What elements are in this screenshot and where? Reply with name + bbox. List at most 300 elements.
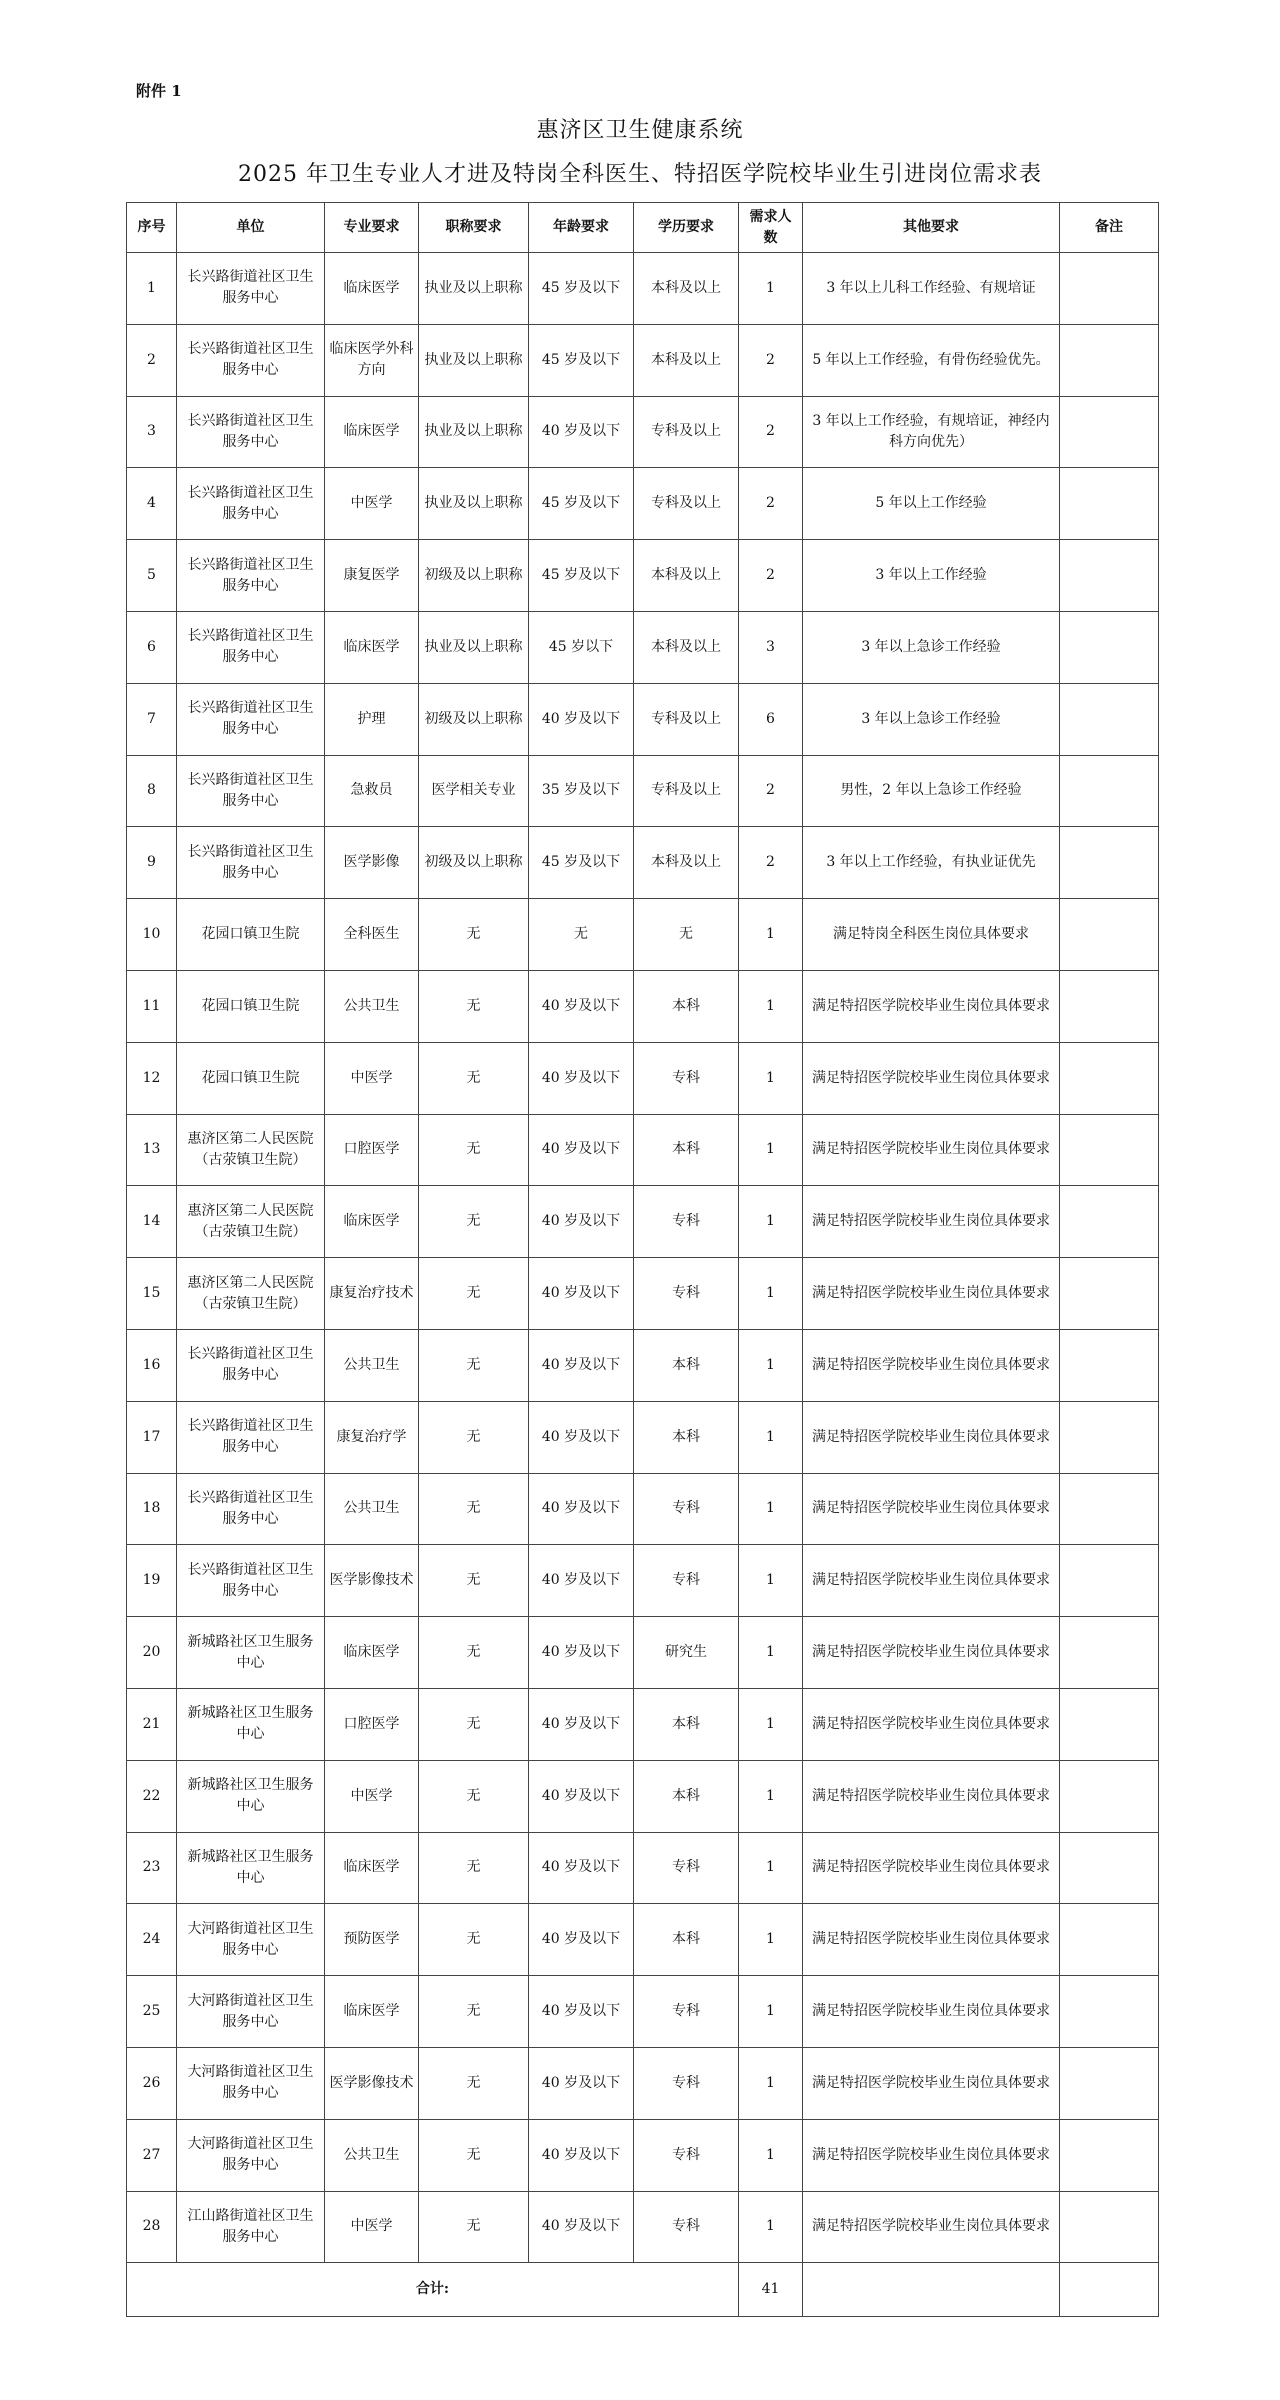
cell-age: 40 岁及以下: [529, 1760, 634, 1832]
table-row: [127, 2119, 1159, 2191]
table-row: [127, 1473, 1159, 1545]
cell-major: 急救员: [325, 755, 419, 827]
cell-education: 专科及以上: [634, 468, 739, 540]
cell-index: 25: [127, 1976, 177, 2048]
cell-title-req: 无: [419, 1186, 529, 1258]
cell-other: 满足特招医学院校毕业生岗位具体要求: [803, 1186, 1060, 1258]
cell-education: 专科及以上: [634, 755, 739, 827]
cell-education: 本科: [634, 1760, 739, 1832]
table-row: [127, 611, 1159, 683]
cell-index: 4: [127, 468, 177, 540]
cell-title-req: 无: [419, 2191, 529, 2263]
cell-index: 13: [127, 1114, 177, 1186]
cell-major: 临床医学: [325, 1976, 419, 2048]
cell-major: 全科医生: [325, 899, 419, 971]
cell-age: 40 岁及以下: [529, 1904, 634, 1976]
cell-unit: 长兴路街道社区卫生服务中心: [177, 1329, 325, 1401]
cell-age: 无: [529, 899, 634, 971]
table-row: [127, 899, 1159, 971]
cell-index: 16: [127, 1329, 177, 1401]
cell-major: 公共卫生: [325, 1329, 419, 1401]
cell-index: 24: [127, 1904, 177, 1976]
cell-unit: 大河路街道社区卫生服务中心: [177, 2119, 325, 2191]
cell-index: 26: [127, 2047, 177, 2119]
cell-title-req: 无: [419, 2119, 529, 2191]
cell-count: 1: [739, 1688, 803, 1760]
cell-other: 满足特招医学院校毕业生岗位具体要求: [803, 1042, 1060, 1114]
cell-age: 40 岁及以下: [529, 1473, 634, 1545]
table-row: [127, 324, 1159, 396]
cell-index: 10: [127, 899, 177, 971]
table-row: [127, 1186, 1159, 1258]
table-row: [127, 970, 1159, 1042]
cell-major: 中医学: [325, 1760, 419, 1832]
cell-other: 满足特招医学院校毕业生岗位具体要求: [803, 1832, 1060, 1904]
cell-age: 45 岁及以下: [529, 324, 634, 396]
position-demand-table: [126, 202, 1159, 2317]
header-education: 学历要求: [634, 203, 739, 253]
total-label: 合计:: [127, 2263, 739, 2317]
cell-major: 康复治疗技术: [325, 1258, 419, 1330]
cell-unit: 新城路社区卫生服务中心: [177, 1617, 325, 1689]
header-other: 其他要求: [803, 203, 1060, 253]
cell-remark: [1060, 1760, 1159, 1832]
cell-age: 40 岁及以下: [529, 1186, 634, 1258]
table-row: [127, 1760, 1159, 1832]
cell-unit: 长兴路街道社区卫生服务中心: [177, 1401, 325, 1473]
cell-title-req: 执业及以上职称: [419, 611, 529, 683]
cell-unit: 长兴路街道社区卫生服务中心: [177, 827, 325, 899]
cell-remark: [1060, 540, 1159, 612]
cell-other: 满足特招医学院校毕业生岗位具体要求: [803, 1904, 1060, 1976]
cell-title-req: 执业及以上职称: [419, 324, 529, 396]
table-row: [127, 253, 1159, 325]
cell-unit: 长兴路街道社区卫生服务中心: [177, 611, 325, 683]
cell-major: 公共卫生: [325, 2119, 419, 2191]
cell-count: 1: [739, 1329, 803, 1401]
cell-education: 本科: [634, 1114, 739, 1186]
cell-title-req: 无: [419, 1545, 529, 1617]
cell-remark: [1060, 1688, 1159, 1760]
cell-index: 8: [127, 755, 177, 827]
total-value: 41: [739, 2263, 803, 2317]
cell-remark: [1060, 755, 1159, 827]
cell-title-req: 无: [419, 1258, 529, 1330]
cell-remark: [1060, 899, 1159, 971]
cell-index: 3: [127, 396, 177, 468]
cell-education: 专科及以上: [634, 396, 739, 468]
cell-count: 1: [739, 1617, 803, 1689]
cell-unit: 长兴路街道社区卫生服务中心: [177, 324, 325, 396]
table-row: [127, 540, 1159, 612]
cell-education: 本科及以上: [634, 253, 739, 325]
cell-unit: 花园口镇卫生院: [177, 970, 325, 1042]
table-row: [127, 1114, 1159, 1186]
cell-count: 1: [739, 1545, 803, 1617]
cell-unit: 长兴路街道社区卫生服务中心: [177, 253, 325, 325]
cell-major: 临床医学: [325, 253, 419, 325]
cell-major: 护理: [325, 683, 419, 755]
cell-index: 20: [127, 1617, 177, 1689]
cell-unit: 惠济区第二人民医院（古荥镇卫生院）: [177, 1114, 325, 1186]
cell-index: 6: [127, 611, 177, 683]
cell-remark: [1060, 970, 1159, 1042]
cell-major: 临床医学: [325, 1617, 419, 1689]
cell-major: 医学影像: [325, 827, 419, 899]
cell-education: 专科: [634, 1473, 739, 1545]
cell-count: 2: [739, 396, 803, 468]
table-row: [127, 1832, 1159, 1904]
cell-education: 本科: [634, 1904, 739, 1976]
cell-remark: [1060, 1401, 1159, 1473]
cell-major: 康复医学: [325, 540, 419, 612]
cell-education: 专科: [634, 1186, 739, 1258]
cell-remark: [1060, 1832, 1159, 1904]
cell-index: 11: [127, 970, 177, 1042]
cell-title-req: 无: [419, 1401, 529, 1473]
cell-other: 5 年以上工作经验: [803, 468, 1060, 540]
cell-index: 1: [127, 253, 177, 325]
cell-count: 1: [739, 1904, 803, 1976]
cell-major: 临床医学外科方向: [325, 324, 419, 396]
cell-title-req: 执业及以上职称: [419, 253, 529, 325]
cell-title-req: 无: [419, 899, 529, 971]
cell-count: 3: [739, 611, 803, 683]
cell-count: 2: [739, 755, 803, 827]
cell-age: 40 岁及以下: [529, 970, 634, 1042]
attachment-label: 附件 1: [136, 82, 182, 100]
table-row: [127, 396, 1159, 468]
cell-remark: [1060, 324, 1159, 396]
cell-remark: [1060, 253, 1159, 325]
cell-remark: [1060, 2191, 1159, 2263]
cell-remark: [1060, 1329, 1159, 1401]
cell-other: 满足特招医学院校毕业生岗位具体要求: [803, 1760, 1060, 1832]
cell-unit: 新城路社区卫生服务中心: [177, 1832, 325, 1904]
cell-major: 公共卫生: [325, 970, 419, 1042]
cell-index: 19: [127, 1545, 177, 1617]
cell-major: 康复治疗学: [325, 1401, 419, 1473]
cell-title-req: 无: [419, 1114, 529, 1186]
cell-age: 40 岁及以下: [529, 2119, 634, 2191]
cell-unit: 长兴路街道社区卫生服务中心: [177, 1473, 325, 1545]
cell-age: 40 岁及以下: [529, 683, 634, 755]
cell-other: 5 年以上工作经验，有骨伤经验优先。: [803, 324, 1060, 396]
cell-age: 40 岁及以下: [529, 2191, 634, 2263]
cell-major: 口腔医学: [325, 1114, 419, 1186]
total-row: [127, 2263, 1159, 2317]
cell-index: 2: [127, 324, 177, 396]
cell-remark: [1060, 1904, 1159, 1976]
cell-unit: 花园口镇卫生院: [177, 1042, 325, 1114]
cell-major: 公共卫生: [325, 1473, 419, 1545]
cell-other: 满足特招医学院校毕业生岗位具体要求: [803, 2047, 1060, 2119]
cell-count: 1: [739, 1832, 803, 1904]
cell-major: 口腔医学: [325, 1688, 419, 1760]
table-row: [127, 1401, 1159, 1473]
document-subtitle: 2025 年卫生专业人才进及特岗全科医生、特招医学院校毕业生引进岗位需求表: [238, 162, 1042, 187]
cell-unit: 长兴路街道社区卫生服务中心: [177, 540, 325, 612]
cell-major: 临床医学: [325, 396, 419, 468]
cell-education: 专科: [634, 1976, 739, 2048]
cell-title-req: 无: [419, 1473, 529, 1545]
cell-age: 40 岁及以下: [529, 1329, 634, 1401]
cell-title-req: 执业及以上职称: [419, 396, 529, 468]
cell-count: 1: [739, 2119, 803, 2191]
cell-unit: 大河路街道社区卫生服务中心: [177, 1976, 325, 2048]
cell-education: 专科: [634, 1545, 739, 1617]
cell-remark: [1060, 2047, 1159, 2119]
cell-major: 中医学: [325, 468, 419, 540]
table-row: [127, 755, 1159, 827]
cell-other: 满足特招医学院校毕业生岗位具体要求: [803, 970, 1060, 1042]
cell-remark: [1060, 1258, 1159, 1330]
cell-remark: [1060, 1545, 1159, 1617]
cell-count: 1: [739, 253, 803, 325]
cell-major: 中医学: [325, 2191, 419, 2263]
cell-index: 7: [127, 683, 177, 755]
document-title: 惠济区卫生健康系统: [536, 118, 744, 143]
cell-education: 专科及以上: [634, 683, 739, 755]
cell-title-req: 无: [419, 1688, 529, 1760]
cell-education: 本科及以上: [634, 611, 739, 683]
table-body: [127, 253, 1159, 2317]
cell-unit: 长兴路街道社区卫生服务中心: [177, 683, 325, 755]
cell-age: 35 岁及以下: [529, 755, 634, 827]
cell-age: 40 岁及以下: [529, 2047, 634, 2119]
cell-unit: 花园口镇卫生院: [177, 899, 325, 971]
header-index: 序号: [127, 203, 177, 253]
cell-unit: 江山路街道社区卫生服务中心: [177, 2191, 325, 2263]
table-row: [127, 1329, 1159, 1401]
cell-age: 40 岁及以下: [529, 1976, 634, 2048]
total-empty-other: [803, 2263, 1060, 2317]
cell-education: 研究生: [634, 1617, 739, 1689]
cell-count: 1: [739, 1976, 803, 2048]
table-row: [127, 1258, 1159, 1330]
cell-count: 1: [739, 1258, 803, 1330]
cell-other: 满足特招医学院校毕业生岗位具体要求: [803, 1976, 1060, 2048]
cell-education: 本科: [634, 1688, 739, 1760]
cell-remark: [1060, 1042, 1159, 1114]
cell-title-req: 无: [419, 1904, 529, 1976]
cell-count: 1: [739, 899, 803, 971]
cell-remark: [1060, 468, 1159, 540]
cell-count: 1: [739, 1186, 803, 1258]
table-row: [127, 1976, 1159, 2048]
header-major: 专业要求: [325, 203, 419, 253]
cell-other: 满足特招医学院校毕业生岗位具体要求: [803, 1114, 1060, 1186]
cell-remark: [1060, 683, 1159, 755]
header-age: 年龄要求: [529, 203, 634, 253]
cell-major: 医学影像技术: [325, 2047, 419, 2119]
cell-education: 专科: [634, 2191, 739, 2263]
cell-title-req: 无: [419, 1042, 529, 1114]
cell-count: 2: [739, 827, 803, 899]
cell-other: 满足特招医学院校毕业生岗位具体要求: [803, 1545, 1060, 1617]
cell-other: 3 年以上工作经验，有规培证，神经内科方向优先）: [803, 396, 1060, 468]
cell-education: 专科: [634, 1258, 739, 1330]
cell-education: 本科及以上: [634, 540, 739, 612]
cell-index: 21: [127, 1688, 177, 1760]
cell-index: 14: [127, 1186, 177, 1258]
header-count: 需求人数: [739, 203, 803, 253]
total-empty-remark: [1060, 2263, 1159, 2317]
cell-age: 45 岁及以下: [529, 253, 634, 325]
cell-major: 中医学: [325, 1042, 419, 1114]
cell-title-req: 医学相关专业: [419, 755, 529, 827]
cell-count: 1: [739, 1473, 803, 1545]
cell-remark: [1060, 827, 1159, 899]
cell-age: 40 岁及以下: [529, 1114, 634, 1186]
cell-other: 满足特招医学院校毕业生岗位具体要求: [803, 2191, 1060, 2263]
cell-education: 本科及以上: [634, 324, 739, 396]
cell-index: 23: [127, 1832, 177, 1904]
table-row: [127, 683, 1159, 755]
cell-education: 本科: [634, 970, 739, 1042]
table-row: [127, 468, 1159, 540]
cell-age: 40 岁及以下: [529, 1617, 634, 1689]
cell-education: 专科: [634, 1832, 739, 1904]
cell-unit: 大河路街道社区卫生服务中心: [177, 1904, 325, 1976]
cell-unit: 大河路街道社区卫生服务中心: [177, 2047, 325, 2119]
cell-major: 临床医学: [325, 611, 419, 683]
cell-index: 17: [127, 1401, 177, 1473]
cell-major: 医学影像技术: [325, 1545, 419, 1617]
cell-other: 满足特招医学院校毕业生岗位具体要求: [803, 1258, 1060, 1330]
table-row: [127, 827, 1159, 899]
table-row: [127, 2047, 1159, 2119]
cell-count: 1: [739, 2047, 803, 2119]
header-title-req: 职称要求: [419, 203, 529, 253]
cell-other: 3 年以上急诊工作经验: [803, 683, 1060, 755]
cell-unit: 惠济区第二人民医院（古荥镇卫生院）: [177, 1186, 325, 1258]
cell-count: 6: [739, 683, 803, 755]
cell-title-req: 无: [419, 1760, 529, 1832]
cell-age: 40 岁及以下: [529, 396, 634, 468]
cell-remark: [1060, 1976, 1159, 2048]
cell-unit: 长兴路街道社区卫生服务中心: [177, 755, 325, 827]
table-header-row: [127, 203, 1159, 253]
cell-title-req: 无: [419, 970, 529, 1042]
cell-age: 45 岁及以下: [529, 468, 634, 540]
cell-title-req: 无: [419, 2047, 529, 2119]
cell-count: 1: [739, 2191, 803, 2263]
cell-age: 40 岁及以下: [529, 1832, 634, 1904]
cell-other: 满足特招医学院校毕业生岗位具体要求: [803, 1329, 1060, 1401]
cell-index: 12: [127, 1042, 177, 1114]
cell-count: 1: [739, 1042, 803, 1114]
cell-education: 本科及以上: [634, 827, 739, 899]
cell-remark: [1060, 396, 1159, 468]
cell-remark: [1060, 1473, 1159, 1545]
cell-remark: [1060, 1617, 1159, 1689]
table-row: [127, 1688, 1159, 1760]
cell-count: 1: [739, 1760, 803, 1832]
cell-unit: 长兴路街道社区卫生服务中心: [177, 1545, 325, 1617]
cell-title-req: 执业及以上职称: [419, 468, 529, 540]
cell-index: 27: [127, 2119, 177, 2191]
cell-other: 满足特招医学院校毕业生岗位具体要求: [803, 1688, 1060, 1760]
cell-index: 22: [127, 1760, 177, 1832]
cell-age: 40 岁及以下: [529, 1042, 634, 1114]
cell-index: 28: [127, 2191, 177, 2263]
cell-unit: 新城路社区卫生服务中心: [177, 1760, 325, 1832]
table-row: [127, 1545, 1159, 1617]
cell-remark: [1060, 2119, 1159, 2191]
cell-age: 40 岁及以下: [529, 1401, 634, 1473]
cell-unit: 长兴路街道社区卫生服务中心: [177, 396, 325, 468]
cell-education: 专科: [634, 1042, 739, 1114]
cell-age: 45 岁以下: [529, 611, 634, 683]
cell-title-req: 初级及以上职称: [419, 827, 529, 899]
cell-count: 2: [739, 468, 803, 540]
header-remark: 备注: [1060, 203, 1159, 253]
cell-remark: [1060, 611, 1159, 683]
cell-index: 5: [127, 540, 177, 612]
cell-other: 3 年以上工作经验: [803, 540, 1060, 612]
cell-age: 40 岁及以下: [529, 1258, 634, 1330]
cell-unit: 新城路社区卫生服务中心: [177, 1688, 325, 1760]
cell-title-req: 无: [419, 1617, 529, 1689]
cell-count: 2: [739, 324, 803, 396]
cell-age: 40 岁及以下: [529, 1688, 634, 1760]
cell-count: 1: [739, 1401, 803, 1473]
cell-education: 本科: [634, 1329, 739, 1401]
cell-count: 1: [739, 1114, 803, 1186]
cell-count: 1: [739, 970, 803, 1042]
cell-remark: [1060, 1186, 1159, 1258]
cell-title-req: 无: [419, 1976, 529, 2048]
cell-unit: 长兴路街道社区卫生服务中心: [177, 468, 325, 540]
cell-major: 临床医学: [325, 1832, 419, 1904]
cell-unit: 惠济区第二人民医院（古荥镇卫生院）: [177, 1258, 325, 1330]
cell-other: 3 年以上儿科工作经验、有规培证: [803, 253, 1060, 325]
cell-age: 40 岁及以下: [529, 1545, 634, 1617]
cell-title-req: 无: [419, 1329, 529, 1401]
cell-index: 15: [127, 1258, 177, 1330]
cell-index: 18: [127, 1473, 177, 1545]
cell-other: 满足特招医学院校毕业生岗位具体要求: [803, 1401, 1060, 1473]
cell-index: 9: [127, 827, 177, 899]
cell-age: 45 岁及以下: [529, 540, 634, 612]
header-unit: 单位: [177, 203, 325, 253]
cell-education: 专科: [634, 2119, 739, 2191]
cell-remark: [1060, 1114, 1159, 1186]
cell-major: 临床医学: [325, 1186, 419, 1258]
cell-other: 3 年以上急诊工作经验: [803, 611, 1060, 683]
cell-title-req: 无: [419, 1832, 529, 1904]
cell-count: 2: [739, 540, 803, 612]
table-row: [127, 2191, 1159, 2263]
cell-education: 无: [634, 899, 739, 971]
table-row: [127, 1904, 1159, 1976]
table-row: [127, 1617, 1159, 1689]
cell-major: 预防医学: [325, 1904, 419, 1976]
cell-other: 满足特招医学院校毕业生岗位具体要求: [803, 1473, 1060, 1545]
cell-title-req: 初级及以上职称: [419, 540, 529, 612]
cell-other: 3 年以上工作经验，有执业证优先: [803, 827, 1060, 899]
cell-other: 满足特招医学院校毕业生岗位具体要求: [803, 1617, 1060, 1689]
table-row: [127, 1042, 1159, 1114]
cell-title-req: 初级及以上职称: [419, 683, 529, 755]
cell-other: 男性，2 年以上急诊工作经验: [803, 755, 1060, 827]
cell-other: 满足特招医学院校毕业生岗位具体要求: [803, 2119, 1060, 2191]
cell-education: 本科: [634, 1401, 739, 1473]
cell-other: 满足特岗全科医生岗位具体要求: [803, 899, 1060, 971]
cell-age: 45 岁及以下: [529, 827, 634, 899]
cell-education: 专科: [634, 2047, 739, 2119]
